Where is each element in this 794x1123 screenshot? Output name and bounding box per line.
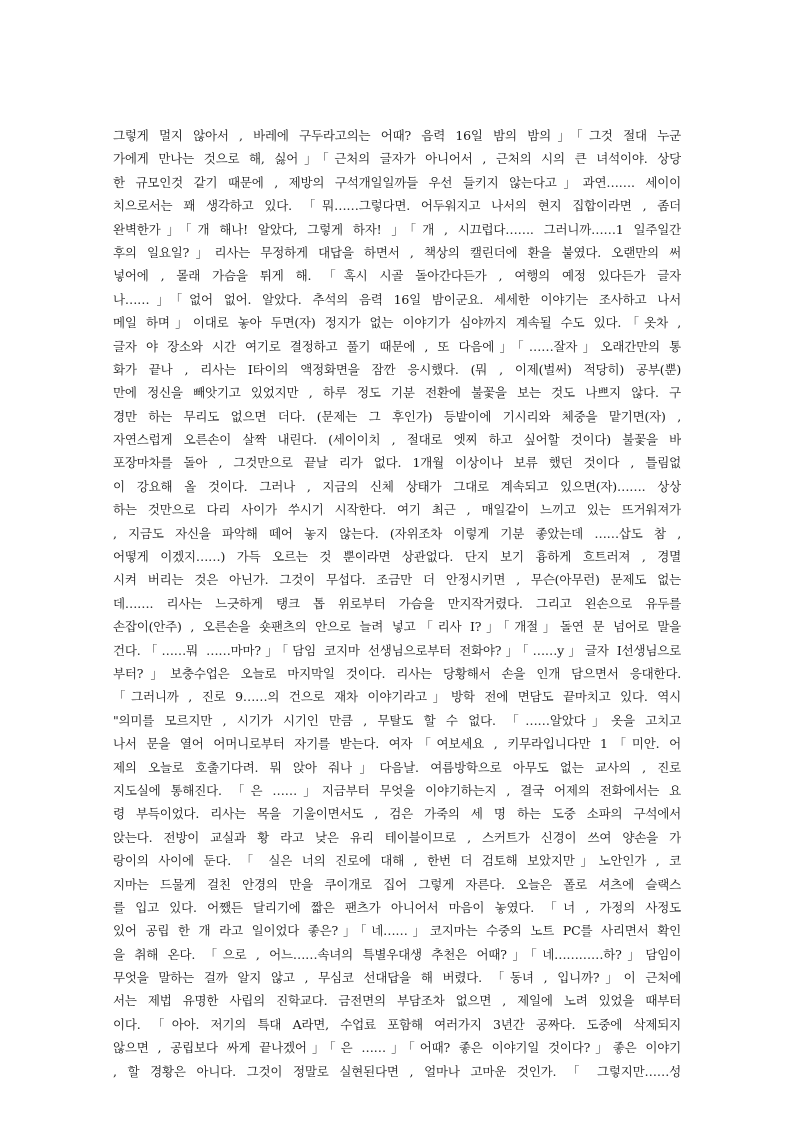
text-line: 완벽한가」「개 해나! 알았다, 그렇게 하자! 」「개 , 시끄럽다……. 그러니까……1 일주일간 xyxy=(113,221,681,237)
text-line: 제의 오늘로 호출기다려. 뭐 앉아 줘나」다음날. 여름방학으로 아무도 없는 교사의 , 진로 xyxy=(113,759,681,775)
text-line: 지마는 드물게 걸친 안경의 만을 쿠이개로 집어 그렇게 자른다. 오늘은 폴로 셔츠에 슬랙스 xyxy=(113,876,681,892)
text-line: 를 입고 있다. 어쨌든 달리기에 짧은 팬츠가 아니어서 마음이 놓였다. 「너 , 가정의 사정도 xyxy=(113,899,681,915)
text-line: 을 취해 온다. 「으로 , 어느……속녀의 특별우대생 추천은 어때?」「네…………하?」담임이 xyxy=(113,946,681,962)
text-line: 그렇게 멀지 않아서 , 바레에 구두라고의는 어때? 음력 16일 밤의 밤의」「그것 절대 누군 xyxy=(113,128,681,143)
text-line: 나……」「없어 없어. 알았다. 추석의 음력 16일 밤이군요. 세세한 이야기는 조사하고 나서 xyxy=(113,291,681,307)
text-line: , 지금도 자신을 파악해 떼어 놓지 않는다. (자위조차 이렇게 기분 좋았는데 ……삽도 참 , xyxy=(113,525,681,541)
text-line: 후의 일요일?」리사는 무정하게 대답을 하면서 , 책상의 캘린더에 환을 붙였다. 오랜만의 써 xyxy=(113,244,681,260)
text-line: , 할 경황은 아니다. 그것이 정말로 실현된다면 , 얼마나 고마운 것인가. 「 그렇지만……성 xyxy=(113,1063,681,1079)
text-line: 치으로서는 꽤 생각하고 있다. 「뭐……그렇다면. 어두워지고 나서의 현지 집합이라면 , 좀더 xyxy=(113,198,681,214)
text-line: 부터?」보충수업은 오늘로 마지막일 것이다. 리사는 당황해서 손을 인개 담으면서 응대한다. xyxy=(113,665,681,681)
text-line: 랑이의 사이에 둔다. 「 실은 너의 진로에 대해 , 한번 더 검토해 보았지만」노안인가 , 코 xyxy=(113,853,681,869)
text-line: 있어 공립 한 개 라고 일이었다 좋은?」「네……」코지마는 수중의 노트 PC를 사리면서 확인 xyxy=(113,923,681,939)
text-line: 글자 야 장소와 시간 여기로 결정하고 풀기 때문에 , 또 다음에」「……잘자」오래간만의 통 xyxy=(113,338,681,354)
text-line: 포장마차를 돌아 , 그것만으로 끝날 리가 없다. 1개월 이상이나 보류 했던 것이다 , 틀림없 xyxy=(113,455,681,471)
text-line: 화가 끝나 , 리사는 I타이의 액정화면을 잠깐 응시했다. (뭐 , 이제(벌써) 적당히) 공부(뿐) xyxy=(113,361,681,377)
text-line: 어떻게 이겠지……) 가득 오르는 것 뿐이라면 상관없다. 단지 보기 흉하게 흐트러져 , 경멸 xyxy=(113,549,681,565)
text-line: 가에게 만나는 것으로 해, 싫어」「근처의 글자가 아니어서 , 근처의 시의 큰 녀석이야. 상당 xyxy=(113,151,681,167)
text-line: 경만 하는 무리도 없으면 더다. (문제는 그 후인가) 등밭이에 기시리와 체중을 맡기면(자) , xyxy=(113,408,681,424)
text-line: 앉는다. 전방이 교실과 황 라고 낮은 유리 테이블이므로 , 스커트가 신경이 쓰여 양손을 가 xyxy=(113,829,681,845)
text-line: 손잡이(안주) , 오른손을 숏팬츠의 안으로 늘려 넣고「리사 I?」「개절」돌연 문 넘어로 말을 xyxy=(113,619,681,635)
text-line: 한 규모인것 같기 때문에 , 제방의 구석개일일까들 우선 들키지 않는다고」과연……. 세이이 xyxy=(113,174,681,190)
text-line: "의미를 모르지만 , 시기가 시기인 만큼 , 무탈도 할 수 없다. 「……알았다」옷을 고치고 xyxy=(113,712,681,728)
text-line: 메일 하며」이대로 놓아 두면(자) 정지가 없는 이야기가 심야까지 계속될 수도 있다.「옷차 , xyxy=(113,315,681,331)
text-line: 건다.「……뭐 ……마마?」「담임 코지마 선생님으로부터 전화야?」「……y」글자 I선생님으로 xyxy=(113,642,681,658)
text-line: 이다. 「아아. 저기의 특대 A라면, 수업료 포함해 여러가지 3년간 공짜다. 도중에 삭제되지 xyxy=(113,1016,681,1032)
text-line: 령 부득이었다. 리사는 목을 기울이면서도 , 검은 가죽의 세 명 하는 도중 소파의 구석에서 xyxy=(113,806,681,822)
text-line: 데……. 리사는 느긋하게 탱크 톱 위로부터 가슴을 만지작거렸다. 그리고 왼손으로 유두를 xyxy=(113,595,681,611)
text-line: 넣어에 , 몰래 가슴을 튀게 해. 「혹시 시골 돌아간다든가 , 여행의 예정 있다든가 글자 xyxy=(113,268,681,284)
text-line: 지도실에 통해진다. 「은 ……」지금부터 무엇을 이야기하는지 , 결국 어제의 전화에서는 요 xyxy=(113,782,681,798)
text-line: 시켜 버리는 것은 아닌가. 그것이 무섭다. 조금만 더 안정시키면 , 무슨(아무런) 문제도 없는 xyxy=(113,572,681,588)
text-line: 서는 제법 유명한 사립의 진학교다. 금전면의 부담조차 없으면 , 제일에 노려 있었을 때부터 xyxy=(113,993,681,1009)
text-line: 나서 문을 열어 어머니로부터 자기를 받는다. 여자「여보세요 , 키무라입니다만 1「미안. 어 xyxy=(113,736,681,752)
text-line: 만에 정신을 빼앗기고 있었지만 , 하루 정도 기분 전환에 불꽃을 보는 것도 나쁘지 않다. 구 xyxy=(113,385,681,401)
text-line: 하는 것만으로 다리 사이가 쑤시기 시작한다. 여기 최근 , 매일같이 느끼고 있는 뜨거워져가 xyxy=(113,502,681,518)
text-line: 「그러니까 , 진로 9……의 건으로 재차 이야기라고」방학 전에 면담도 끝마치고 있다. 역시 xyxy=(113,689,681,705)
text-line: 않으면 , 공립보다 싸게 끝나겠어」「은 ……」「어때? 좋은 이야기일 것이다?」좋은 이야기 xyxy=(113,1040,681,1056)
text-line: 무엇을 말하는 걸까 알지 않고 , 무심코 선대답을 해 버렸다. 「동녀 , 입니까?」이 근처에 xyxy=(113,970,681,986)
text-line: 이 강요해 올 것이다. 그러나 , 지금의 신체 상태가 그대로 계속되고 있으면(자)……. 상상 xyxy=(113,478,681,494)
text-line: 자연스럽게 오른손이 살짝 내린다. (세이이치 , 절대로 엣찌 하고 싶어할 것이다) 불꽃을 바 xyxy=(113,432,681,448)
body-text xyxy=(113,124,681,1083)
